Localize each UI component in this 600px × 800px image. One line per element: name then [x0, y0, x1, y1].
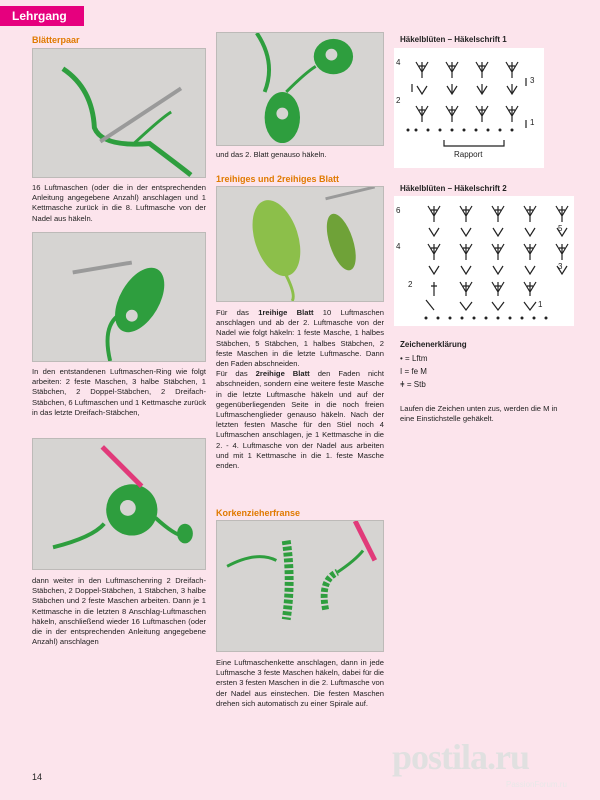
legend-item: ǂ = Stb — [400, 380, 426, 389]
photo-step-1 — [32, 48, 206, 178]
diagram2-symbols — [425, 206, 569, 320]
watermark-main: postila.ru — [392, 737, 530, 777]
text-step-2: In den entstandenen Luftmaschen-Ring wie folgt arbeiten: 2 feste Maschen, 3 halbe Stäbchen, 1 Stäbchen, 2 Doppel-Stäbchen, 2 Dreifach-Stäbchen, 6 Luftmaschen und 1 Kettmasche zurück in das letzte Dreifach-Stäbchen, — [32, 367, 206, 417]
legend-note: Laufen die Zeichen unten zus, werden die M in eine Einstichstelle gehäkelt. — [400, 404, 558, 424]
text-leaves: Für das 1reihige Blatt 10 Luftmaschen anschlagen und ab der 2. Luftmasche von der Nadel wie folgt häkeln: 1 feste Masche, 1 halbes Stäbchen, 5 Stäbchen, 1 halbes Stäbchen, 2 feste Maschen in die letzte Luftmasche. Dann den Faden abschneiden. Für das 2reihige Blatt den Faden nicht abschneiden, sondern eine weitere feste Masche in die letzte Luftmasche häkeln und auf der gegenüberliegenden Seite in die noch freien Luftmaschenglieder genauso häkeln. Nach der letzten festen Masche für den Stiel noch 4 Luftmaschen anschlagen, je 1 Kettmasche in die 2. - 4. Luftmasche von der Nadel aus arbeiten und mit 1 Kettmasche in die 1. feste Masche enden. — [216, 308, 384, 471]
legend — [400, 352, 428, 391]
heading-korkenzieher: Korkenzieherfranse — [216, 508, 301, 518]
photo-step-3 — [32, 438, 206, 570]
diagram1-row-4: 4 — [396, 58, 401, 67]
section-tag: Lehrgang — [0, 6, 84, 26]
diagram2-row-1: 1 — [538, 300, 543, 309]
diagram1-row-1: 1 — [530, 118, 535, 127]
text-step-4: und das 2. Blatt genauso häkeln. — [216, 150, 327, 159]
legend-title: Zeichenerklärung — [400, 340, 467, 349]
heading-blaetterpaar: Blätterpaar — [32, 35, 80, 45]
photo-step-1-image — [33, 49, 205, 177]
watermark-sub: PassionForum.ru — [506, 780, 567, 789]
diagram2-row-6: 6 — [396, 206, 401, 215]
legend-item: • = Lftm — [400, 354, 428, 363]
diagram1-symbols — [407, 62, 527, 146]
text-step-3: dann weiter in den Luftmaschenring 2 Dreifach-Stäbchen, 2 Doppel-Stäbchen, 1 Stäbchen, 3 halbe Stäbchen und 2 feste Maschen arbeiten. Dann je 1 Kettmasche in die letzten 8 Anschlag-Luftmaschen häkeln, anschließend wieder 16 Luftmaschen (oder die in der entsprechenden Anleitung angegebene Anzahl) anschlagen — [32, 576, 206, 647]
photo-spiral — [216, 520, 384, 652]
diagram1-repeat: Rapport — [454, 150, 483, 159]
diagram2-row-4: 4 — [396, 242, 401, 251]
diagram2-row-5: 5 — [558, 224, 563, 233]
diagram2-row-2: 2 — [408, 280, 413, 289]
diagram2-row-3: 3 — [558, 262, 563, 271]
diagram2-title: Häkelblüten – Häkelschrift 2 — [400, 184, 507, 193]
diagram1-title: Häkelblüten – Häkelschrift 1 — [400, 35, 507, 44]
diagram2 — [394, 196, 574, 326]
diagram1 — [394, 48, 544, 168]
page-number: 14 — [32, 772, 43, 782]
legend-item: I = fe M — [400, 367, 427, 376]
diagram1-row-3: 3 — [530, 76, 535, 85]
heading-blatt: 1reihiges und 2reihiges Blatt — [216, 174, 340, 184]
text-step-1: 16 Luftmaschen (oder die in der entsprechenden Anleitung angegebene Anzahl) anschlagen und 1 Kettmasche zurück in die 8. Luftmasche von der Nadel aus häkeln. — [32, 183, 206, 223]
watermark-logo — [378, 730, 600, 800]
diagram1-row-2: 2 — [396, 96, 401, 105]
photo-step-2 — [32, 232, 206, 362]
text-spiral: Eine Luftmaschenkette anschlagen, dann in jede Luftmasche 3 feste Maschen häkeln, dabei für die ersten 3 festen Maschen in die 2. Luftmasche von der Nadel aus einstechen. Die festen Maschen drehen sich automatisch zu einer Spirale auf. — [216, 658, 384, 708]
photo-leaves — [216, 186, 384, 302]
photo-step-4 — [216, 32, 384, 146]
